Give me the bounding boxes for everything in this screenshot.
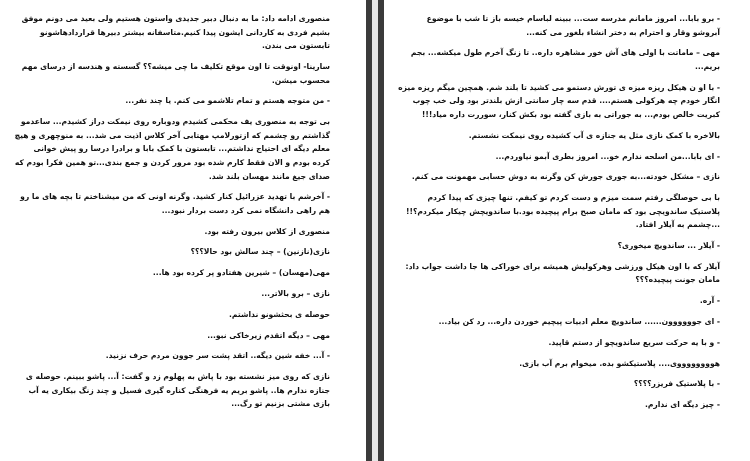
- paragraph: منصوری ادامه داد: ما به دنبال دبیر جدیدی واستون هستیم ولی بعید می دونم موفق بشیم فردی به کاردانی ایشون پیدا کنیم.متاسفانه بیشتر دبیرها قراردادهاشونو تابستون می بندن.: [21, 14, 330, 51]
- paragraph: - با پلاستیک فریزر؟؟؟؟: [633, 379, 720, 389]
- paragraph: - با او ن هیکل ریزه میزه ی تورش دستمو می کشید تا بلند شم. همچین میگم ریزه میزه انگار خودم چه هرکولی هستم.... قدم سه چار سانتی ازش بلندتر بود ولی خب چوب کبریت خالص بودم... به جوراتی به بازی گفته بود بکش کنار، سوررت داره میاد!!!: [398, 82, 720, 119]
- paragraph: با بی حوصلگی رفتم سمت میزم و دست کردم تو کیفم. تنها چیزی که پیدا کردم پلاستیک ساندویچی بود که مامان صبح برام پیچیده بود.با ساندویچش چیکار میکردم؟!! ...چشمم به آیلار افتاد.: [406, 193, 720, 230]
- paragraph: سارینا- اونوقت تا اون موقع تکلیف ما چی میشه؟؟ گسسته و هندسه از درسای مهم محسوب میشن.: [21, 61, 330, 85]
- paragraph: نازی(نازنین) – چند سالش بود حالا؟؟؟: [190, 247, 330, 257]
- paragraph: حوصله ی بحثشونو نداشتم.: [229, 309, 330, 319]
- paragraph: - ای جوووووون...... ساندویچ معلم ادبیات پیچیم خوردن داره... رد کن بیاد...: [438, 316, 720, 326]
- right-page-text: [398, 12, 720, 461]
- right-page: [384, 0, 750, 461]
- paragraph: - آره.: [699, 296, 720, 306]
- paragraph: بالاخره با کمک نازی مثل یه جنازه ی آب کشیده روی نیمکت نشستم.: [468, 130, 720, 140]
- paragraph: - آ... خفه شین دیگه.. اتقد پشت سر جوون مردم حرف نزنید.: [105, 351, 330, 361]
- paragraph: منصوری از کلاس بیرون رفته بود.: [204, 226, 330, 236]
- paragraph: بی توجه به منصوری یف محکمی کشیدم ودوباره روی نیمکت دراز کشیدم... ساعدمو گذاشتم رو چشمم که ازتورلامپ مهتابی آخر کلاس اذیت می شد... به منوچهری و هیچ معلم دیگه ای احتیاج نداشتم... تابستون با کمک بابا و برادرا درسا رو پیش خوانی کرده بودم و الان فقط کارم شده بود مرور کردن و جمع بندی...تو همین فکرا بودم که صدای جیغ مانند مهسان بلند شد.: [14, 117, 330, 181]
- paragraph: - چیز دیگه ای ندارم.: [644, 400, 720, 410]
- paragraph: نازی – مشکل خودته...به جوری جورش کن وگرنه به دوش حسابی مهمونت می کنم.: [411, 172, 720, 182]
- paragraph: - برو بابا... امروز مامانم مدرسه ست... ببینه لباسام خیسه باز تا شب با موضوع آبروشو وقار و احترام به دختر انشاء بلغور می کنه...: [426, 14, 720, 37]
- paragraph: نازی که روی میز نشسته بود با پاش به پهلوم زد و گفت: آ... پاشو ببینم. حوصله ی جنازه ندارم ها.. پاشو بریم یه فرهنگی کناره گیری فسیل و چند زنگ بیکاری یه آب بازی مشتی بزنیم تو رگ...: [25, 372, 330, 409]
- paragraph: - و با یه حرکت سریع ساندویچو از دستم قاپید.: [548, 337, 720, 347]
- page-gutter: [366, 0, 384, 461]
- paragraph: - آیلار ... ساندویچ میخوری؟: [617, 241, 720, 251]
- left-page: [0, 0, 366, 461]
- paragraph: مهی – دیگه اتقدم زیرخاکی نبو...: [207, 330, 330, 340]
- left-page-text: [14, 12, 330, 461]
- paragraph: مهی(مهسان) – شیرین هفتادو پر کرده بود ها...: [152, 268, 330, 278]
- paragraph: آیلار که با اون هیکل ورزشی وهرکولیش همیشه برای خوراکی ها جا داشت جواب داد: مامان جونت پیچیده؟؟؟: [405, 261, 720, 285]
- paragraph: - من متوجه هستم و تمام تلاشمو می کنم. یا چند نفر...: [125, 96, 330, 106]
- paragraph: - ای بابا...من اسلحه ندارم خو... امروز بطری آبمو نیاوردم...: [495, 151, 720, 161]
- paragraph: نازی – برو بالاتر...: [261, 289, 330, 298]
- paragraph: هووووووووی.... پلاستیکشو بده. میخوام برم آب بازی.: [519, 358, 720, 368]
- paragraph: مهی – ماماتت با اولی های آش خور مشاهره داره.. تا زنگ آخرم طول میکشه... بجم بریم...: [410, 48, 720, 71]
- paragraph: - آخرشم با تهدید عزرائیل کنار کشید. وگرنه اونی که من میشناختم تا بچه های ما رو هم راهی دانشگاه نمی کرد دست بردار نبود...: [20, 192, 330, 215]
